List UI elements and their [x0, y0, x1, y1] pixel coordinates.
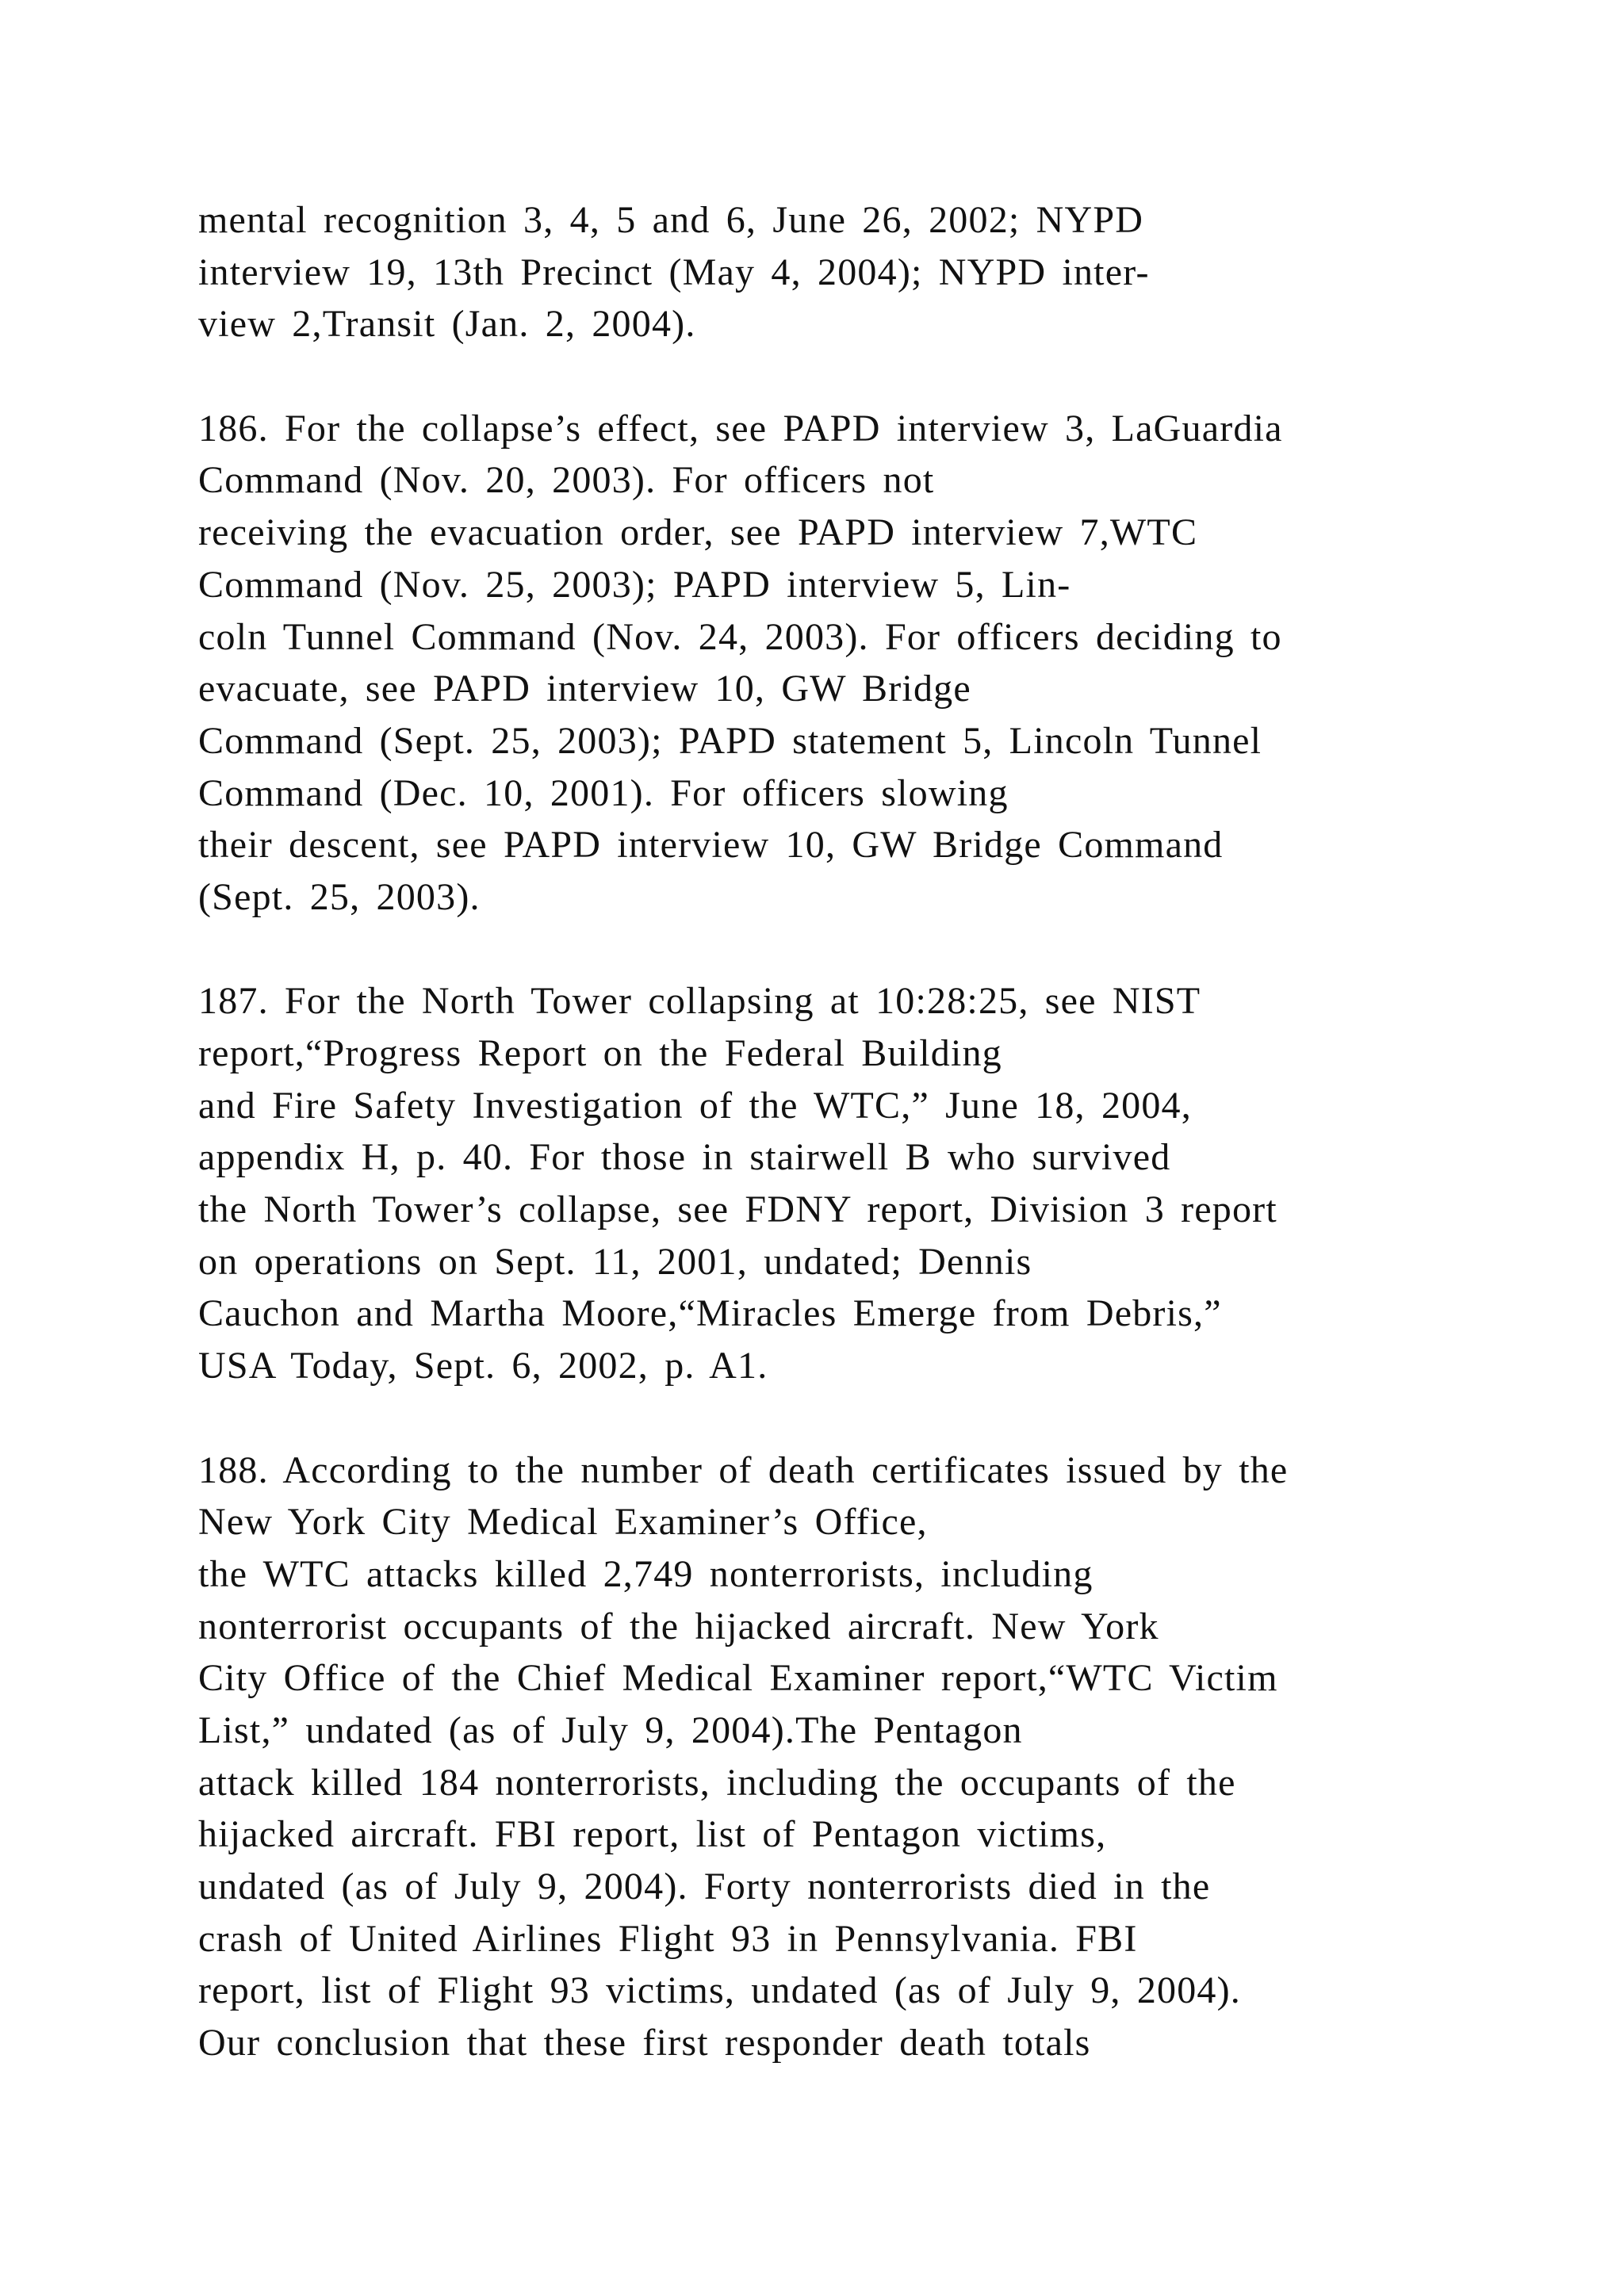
text-line: appendix H, p. 40. For those in stairwell B who survived — [198, 1136, 1171, 1179]
text-line: undated (as of July 9, 2004). Forty nonterrorists died in the — [198, 1866, 1211, 1908]
text-line: evacuate, see PAPD interview 10, GW Bridge — [198, 668, 971, 710]
note-188 — [198, 1445, 1546, 2069]
text-line: Cauchon and Martha Moore,“Miracles Emerge from Debris,” — [198, 1292, 1222, 1335]
text-line: List,” undated (as of July 9, 2004).The Pentagon — [198, 1709, 1023, 1751]
text-line: 187. For the North Tower collapsing at 10:28:25, see NIST — [198, 980, 1201, 1023]
text-line: interview 19, 13th Precinct (May 4, 2004); NYPD inter- — [198, 251, 1150, 293]
text-line: on operations on Sept. 11, 2001, undated; Dennis — [198, 1240, 1032, 1283]
text-line: crash of United Airlines Flight 93 in Pennsylvania. FBI — [198, 1917, 1138, 1960]
text-line: Our conclusion that these first responder death totals — [198, 2022, 1091, 2064]
text-line: Command (Dec. 10, 2001). For officers slowing — [198, 771, 1009, 814]
text-line: and Fire Safety Investigation of the WTC,” June 18, 2004, — [198, 1084, 1192, 1127]
note-continuation — [198, 194, 1546, 350]
text-line: (Sept. 25, 2003). — [198, 875, 481, 918]
text-line: report,“Progress Report on the Federal Building — [198, 1032, 1002, 1074]
text-line: USA Today, Sept. 6, 2002, p. A1. — [198, 1345, 768, 1387]
text-line: report, list of Flight 93 victims, undated (as of July 9, 2004). — [198, 1969, 1242, 2012]
notes-text — [198, 194, 1546, 2069]
text-line: City Office of the Chief Medical Examiner report,“WTC Victim — [198, 1657, 1278, 1700]
text-line: Command (Sept. 25, 2003); PAPD statement 5, Lincoln Tunnel — [198, 719, 1262, 762]
text-line: attack killed 184 nonterrorists, including the occupants of the — [198, 1761, 1236, 1804]
note-187 — [198, 975, 1546, 1392]
text-line: coln Tunnel Command (Nov. 24, 2003). For officers deciding to — [198, 615, 1282, 658]
text-line: Command (Nov. 20, 2003). For officers not — [198, 459, 935, 502]
text-line: mental recognition 3, 4, 5 and 6, June 26, 2002; NYPD — [198, 199, 1144, 241]
text-line: Command (Nov. 25, 2003); PAPD interview 5, Lin- — [198, 563, 1071, 606]
text-line: their descent, see PAPD interview 10, GW Bridge Command — [198, 824, 1224, 867]
text-line: New York City Medical Examiner’s Office, — [198, 1501, 928, 1544]
text-line: view 2,Transit (Jan. 2, 2004). — [198, 303, 696, 346]
note-186 — [198, 403, 1546, 924]
text-line: the North Tower’s collapse, see FDNY report, Division 3 report — [198, 1188, 1277, 1231]
text-line: hijacked aircraft. FBI report, list of Pentagon victims, — [198, 1813, 1107, 1856]
text-line: 186. For the collapse’s effect, see PAPD interview 3, LaGuardia — [198, 407, 1283, 450]
text-line: 188. According to the number of death certificates issued by the — [198, 1448, 1289, 1491]
text-line: receiving the evacuation order, see PAPD interview 7,WTC — [198, 511, 1198, 554]
text-line: nonterrorist occupants of the hijacked aircraft. New York — [198, 1605, 1159, 1647]
text-line: the WTC attacks killed 2,749 nonterrorists, including — [198, 1552, 1094, 1595]
